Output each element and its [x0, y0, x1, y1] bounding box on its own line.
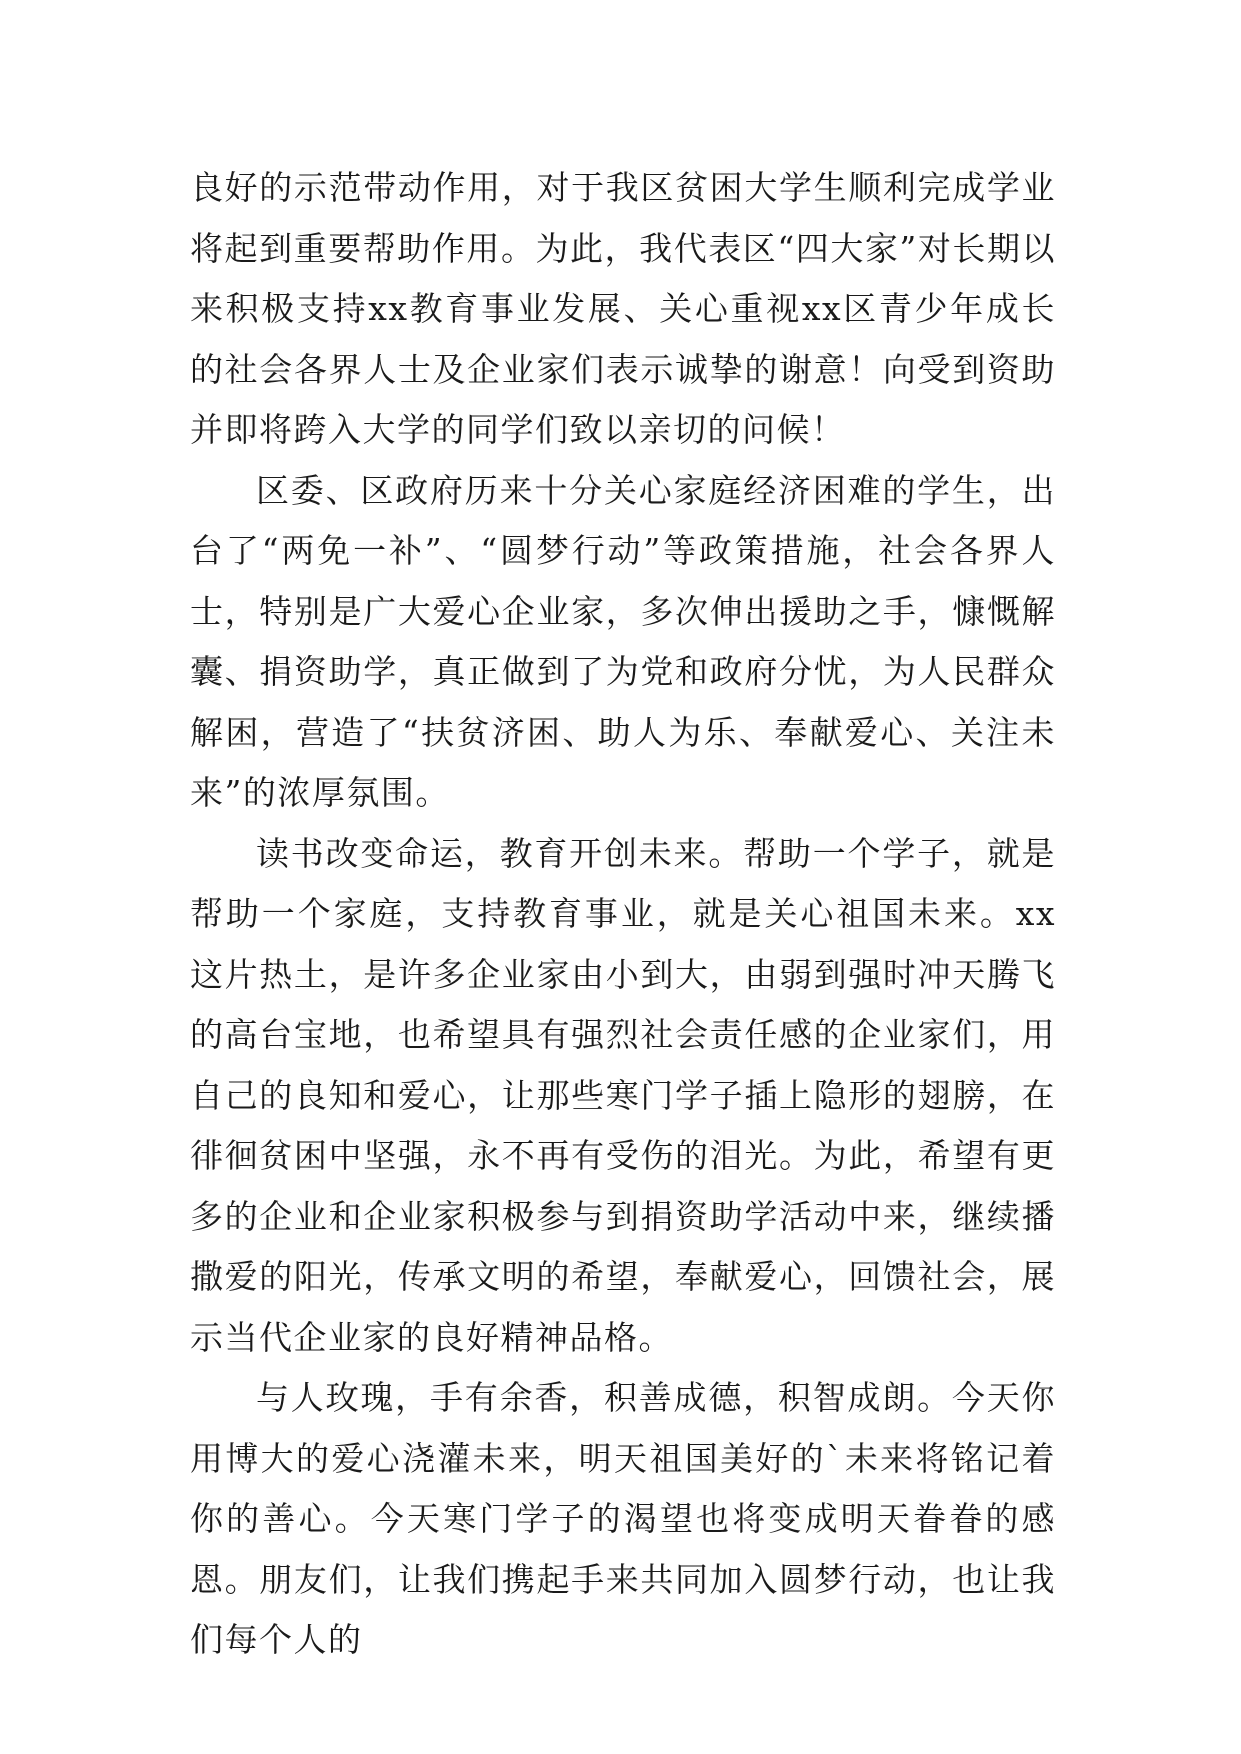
paragraph-1: 良好的示范带动作用，对于我区贫困大学生顺利完成学业将起到重要帮助作用。为此，我代表区“四大家”对长期以来积极支持xx教育事业发展、关心重视xx区青少年成长的社会各界人士及企业家们表示诚挚的谢意！向受到资助并即将跨入大学的同学们致以亲切的问候！	[190, 168, 1056, 449]
paragraph-2: 区委、区政府历来十分关心家庭经济困难的学生，出台了“两免一补”、“圆梦行动”等政策措施，社会各界人士，特别是广大爱心企业家，多次伸出援助之手，慷慨解囊、捐资助学，真正做到了为党和政府分忧，为人民群众解困，营造了“扶贫济困、助人为乐、奉献爱心、关注未来”的浓厚氛围。	[190, 470, 1056, 812]
document-body	[190, 158, 1056, 1671]
paragraph-3: 读书改变命运，教育开创未来。帮助一个学子，就是帮助一个家庭，支持教育事业，就是关心祖国未来。xx这片热土，是许多企业家由小到大，由弱到强时冲天腾飞的高台宝地，也希望具有强烈社会责任感的企业家们，用自己的良知和爱心，让那些寒门学子插上隐形的翅膀，在徘徊贫困中坚强，永不再有受伤的泪光。为此，希望有更多的企业和企业家积极参与到捐资助学活动中来，继续播撒爱的阳光，传承文明的希望，奉献爱心，回馈社会，展示当代企业家的良好精神品格。	[190, 833, 1056, 1357]
paragraph-4: 与人玫瑰，手有余香，积善成德，积智成朗。今天你用博大的爱心浇灌未来，明天祖国美好的`未来将铭记着你的善心。今天寒门学子的渴望也将变成明天眷眷的感恩。朋友们，让我们携起手来共同加入圆梦行动，也让我们每个人的	[190, 1378, 1056, 1659]
